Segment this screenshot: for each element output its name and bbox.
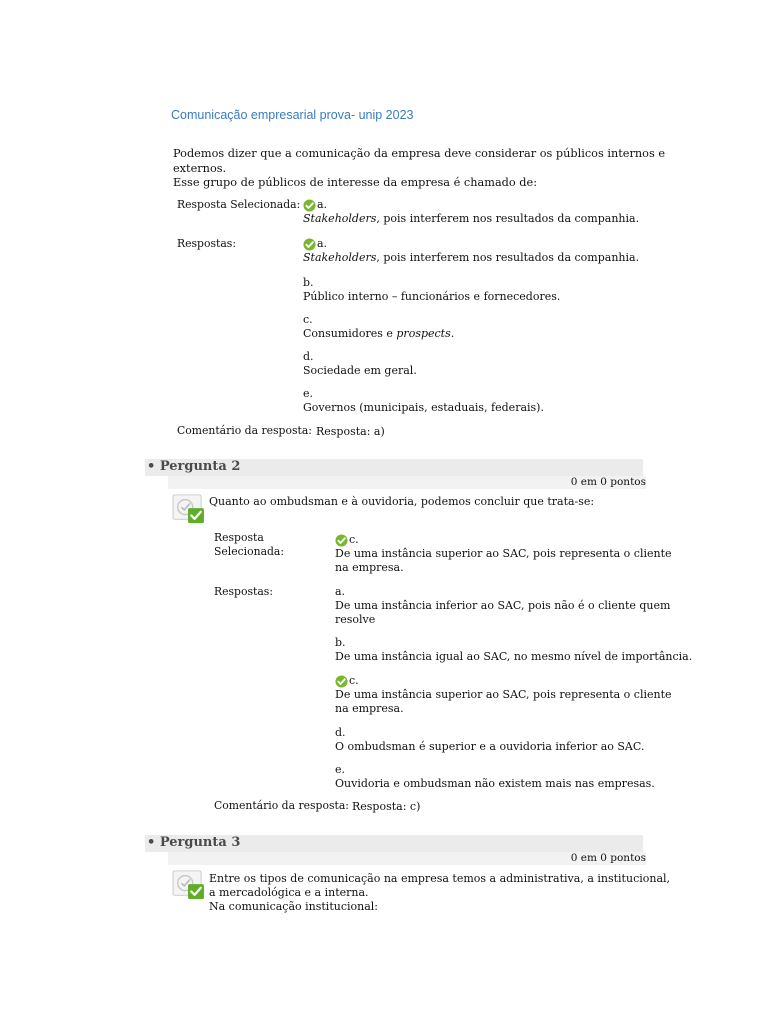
question-status-icon — [171, 494, 206, 524]
answer-letter: d. — [335, 726, 346, 739]
answer-text: , pois interferem nos resultados da companhia. — [376, 251, 640, 264]
answer-letter: b. — [335, 636, 346, 649]
answer-letter: c. — [349, 533, 359, 546]
question-status-icon — [171, 870, 206, 900]
answer-text: De uma instância inferior ao SAC, pois não é o cliente quem resolve — [335, 599, 671, 626]
selected-answer-label: Resposta Selecionada: — [177, 198, 301, 211]
comment-label: Comentário da resposta: — [177, 424, 312, 437]
answers-label: Respostas: — [177, 237, 236, 250]
page-title: Comunicação empresarial prova- unip 2023 — [171, 108, 414, 122]
answer-text: De uma instância superior ao SAC, pois representa o cliente na empresa. — [335, 547, 672, 574]
answer-letter: d. — [303, 350, 314, 363]
answer-option-d — [303, 350, 703, 378]
answer-term: prospects — [396, 327, 451, 340]
check-icon — [335, 675, 348, 688]
question-1-text — [173, 147, 713, 191]
question-2-header — [145, 459, 643, 476]
answer-text-end: . — [450, 327, 455, 340]
answer-text: , pois interferem nos resultados da companhia. — [376, 212, 640, 225]
question-3-line: Na comunicação institucional: — [209, 900, 378, 913]
answer-letter: e. — [335, 763, 346, 776]
comment-text: Resposta: a) — [316, 425, 385, 438]
answer-option-a — [335, 585, 685, 627]
answer-text: Ouvidoria e ombudsman não existem mais nas empresas. — [335, 777, 655, 790]
comment-text: Resposta: c) — [352, 800, 421, 813]
question-1-line: Podemos dizer que a comunicação da empresa deve considerar os públicos internos e externos. — [173, 147, 666, 175]
selected-answer-label-line: Resposta — [214, 531, 264, 544]
question-3-line: Entre os tipos de comunicação na empresa temos a administrativa, a institucional, a mercadológica e a interna. — [209, 872, 671, 899]
answer-option-a — [303, 237, 703, 265]
check-icon — [303, 238, 316, 251]
answer-option-c — [335, 674, 685, 716]
answer-letter: a. — [317, 198, 328, 211]
answer-letter: c. — [303, 313, 313, 326]
selected-answer-label — [214, 531, 284, 559]
check-icon — [303, 199, 316, 212]
question-3-heading: Pergunta 3 — [159, 835, 241, 850]
question-1-line: Esse grupo de públicos de interesse da empresa é chamado de: — [173, 176, 538, 189]
answer-option-c — [303, 313, 703, 341]
answer-option-d — [335, 726, 695, 754]
answer-option-b — [303, 276, 703, 304]
answers-label: Respostas: — [214, 585, 273, 598]
answer-option-e — [303, 387, 703, 415]
answer-option-b — [335, 636, 695, 664]
selected-answer-label-line: Selecionada: — [214, 545, 285, 558]
answer-letter: c. — [349, 674, 359, 687]
answer-text: Público interno – funcionários e fornecedores. — [303, 290, 561, 303]
answer-text: Sociedade em geral. — [303, 364, 417, 377]
answer-text: De uma instância superior ao SAC, pois representa o cliente na empresa. — [335, 688, 672, 715]
answer-text: Governos (municipais, estaduais, federais). — [303, 401, 544, 414]
question-3-text — [209, 872, 679, 914]
question-2-title: • Pergunta 2 — [147, 459, 241, 474]
comment-label: Comentário da resposta: — [214, 799, 349, 812]
question-3-points: 0 em 0 pontos — [168, 852, 646, 865]
selected-answer — [303, 198, 703, 226]
selected-answer — [335, 533, 685, 575]
answer-term: Stakeholders — [303, 251, 377, 264]
check-icon — [335, 534, 348, 547]
answer-text: O ombudsman é superior e a ouvidoria inferior ao SAC. — [335, 740, 645, 753]
answer-letter: b. — [303, 276, 314, 289]
question-2-text: Quanto ao ombudsman e à ouvidoria, podemos concluir que trata-se: — [209, 495, 595, 508]
question-2-points: 0 em 0 pontos — [168, 476, 646, 489]
answer-letter: e. — [303, 387, 314, 400]
answer-text: Consumidores e — [303, 327, 397, 340]
question-2-heading: Pergunta 2 — [159, 459, 241, 474]
question-3-title: • Pergunta 3 — [147, 835, 241, 850]
answer-letter: a. — [317, 237, 328, 250]
answer-text: De uma instância igual ao SAC, no mesmo nível de importância. — [335, 650, 693, 663]
answer-option-e — [335, 763, 695, 791]
question-3-header — [145, 835, 643, 852]
answer-term: Stakeholders — [303, 212, 377, 225]
answer-letter: a. — [335, 585, 346, 598]
